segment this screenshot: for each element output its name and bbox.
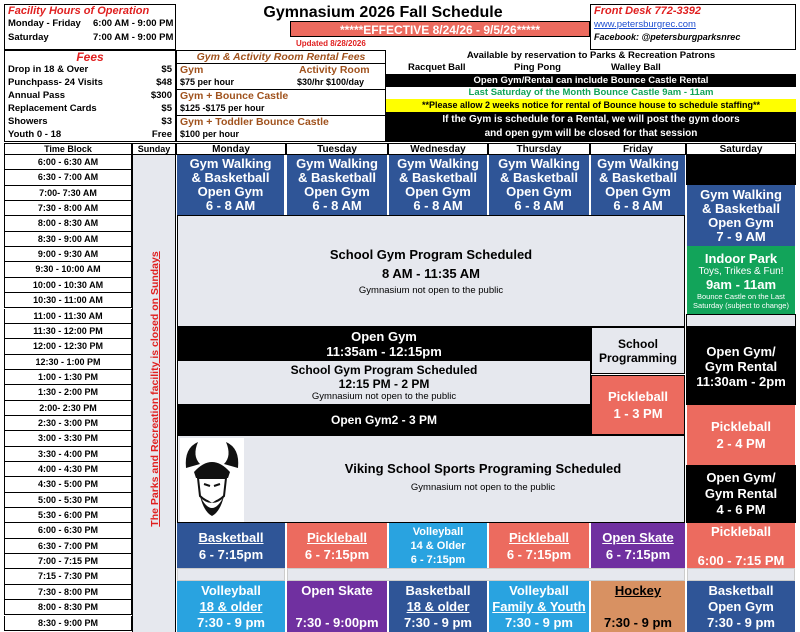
saturday-closed-early [686,155,796,185]
pickleball-tuesday-evening [287,523,387,568]
hockey-friday-late [591,581,685,632]
fee-row [5,129,175,142]
day-header-wednesday: Wednesday [388,143,488,155]
pickleball-friday-afternoon [591,375,685,435]
volleyball-thursday-late [489,581,589,632]
open-gym-time: 11:35am - 12:15pm [326,343,442,359]
fee-price: Free [151,129,172,140]
hours-time: 6:00 AM - 9:00 PM [93,18,174,29]
viking-programming [177,435,685,523]
block-line: Pickleball [608,389,668,404]
time-slot: 8:00 - 8:30 AM [4,216,132,231]
open-gym-afternoon: Open Gym2 - 3 PM [177,405,591,435]
hours-day: Saturday [8,32,49,43]
block-line: Gym Walking [700,186,782,202]
hours-row [5,31,175,45]
hours-time: 7:00 AM - 9:00 PM [93,32,174,43]
school-program-title: School Gym Program Scheduled [290,363,478,377]
reservation-item: Racquet Ball [408,62,466,73]
gym-walking-thursday [489,155,589,215]
fee-row [5,116,175,129]
block-line: 4 - 6 PM [716,502,766,517]
reservation-items [386,62,796,74]
viking-note: Gymnasium not open to the public [410,482,556,493]
fees-title: Fees [76,50,104,64]
fees-box [4,50,176,142]
time-slot: 6:30 - 7:00 AM [4,170,132,185]
basketball-monday-evening [177,523,285,568]
block-line: Gym Walking [189,156,272,171]
block-line: Open Gym [197,184,264,199]
gym-walking-wednesday [389,155,487,215]
block-time: 7:30 - 9:00pm [295,615,379,630]
pickleball-saturday-evening [687,523,795,568]
open-gym-midday [177,327,591,360]
time-slot: 10:30 - 11:00 AM [4,293,132,308]
block-time: 6:00 - 7:15 PM [697,553,785,568]
time-slot: 6:00 - 6:30 PM [4,523,132,538]
gym-walking-tuesday [287,155,387,215]
open-skate-friday-evening [591,523,685,568]
block-title: Basketball [405,583,471,598]
block-title: Pickleball [307,529,367,545]
block-line: Gym Rental [704,486,778,501]
time-slot: 11:30 - 12:00 PM [4,324,132,339]
reservation-item: Walley Ball [611,62,661,73]
time-slot: 12:00 - 12:30 PM [4,339,132,354]
block-line: Gym Rental [704,358,778,374]
time-slot: 7:30 - 8:00 PM [4,585,132,600]
updated-date: Updated 8/28/2026 [296,39,366,48]
fee-label: Showers [8,116,48,127]
volleyball-monday-late [177,581,285,632]
fee-price: $5 [161,64,172,75]
block-line: 6 - 8 AM [413,198,463,213]
gym-rental-price: $75 per hour [180,77,235,87]
page-title: Gymnasium 2026 Fall Schedule [263,4,503,21]
time-slot: 5:00 - 5:30 PM [4,493,132,508]
viking-logo-icon [180,438,244,522]
time-slot: 11:00 - 11:30 AM [4,309,132,324]
rental-notice-line: If the Gym is schedule for a Rental, we will post the gym doors [442,114,740,125]
block-title: Hockey [614,583,662,598]
toddler-castle-label: Gym + Toddler Bounce Castle [180,116,329,128]
school-program-time: 12:15 PM - 2 PM [338,377,430,391]
time-block-header: Time Block [4,143,132,155]
viking-title: Viking School Sports Programing Scheduled [344,461,622,476]
indoor-park-time: 9am - 11am [705,276,777,292]
block-line: Gym Walking [498,156,580,171]
volleyball-wednesday-evening [389,523,487,568]
block-title: Open Skate [602,529,674,545]
block-time: 6 - 7:15pm [605,546,671,562]
block-sub: Family & Youth [492,599,586,614]
school-program-note: Gymnasium not open to the public [358,284,504,296]
block-time: 7:30 - 9 pm [707,615,775,630]
block-time: 6 - 7:15pm [410,553,466,566]
block-line: & Basketball [191,170,270,185]
block-line: Open Gym [506,184,572,199]
time-slot: 8:30 - 9:00 AM [4,232,132,247]
website-link[interactable]: www.petersburgrec.com [594,19,696,30]
gap-saturday [687,568,795,581]
school-program-time: 8 AM - 11:35 AM [381,265,480,281]
day-header-tuesday: Tuesday [286,143,388,155]
block-line: & Basketball [598,170,678,185]
block-line: Open Gym [304,184,370,199]
fee-price: $3 [161,116,172,127]
gym-rental-label: Gym [180,64,204,76]
sunday-closed-note: The Parks and Recreation facility is closed on Sundays [149,251,161,527]
time-slot: 9:00 - 9:30 AM [4,247,132,262]
time-slot: 2:00- 2:30 PM [4,401,132,416]
fee-label: Punchpass- 24 Visits [8,77,103,88]
block-title: Volleyball [509,583,569,598]
block-line: Programming [598,350,677,365]
time-slot: 2:30 - 3:00 PM [4,416,132,431]
sunday-column [132,155,176,632]
activity-room-price: $30/hr $100/day [297,77,365,87]
pickleball-thursday-evening [489,523,589,568]
pickleball-saturday-afternoon [687,405,795,465]
block-line: Open Gym [708,214,774,230]
rental-notice [386,112,796,142]
fee-price: $5 [161,103,172,114]
open-gym-rental-saturday-afternoon [686,465,796,523]
school-programming-friday [591,327,685,374]
time-slot: 1:00 - 1:30 PM [4,370,132,385]
block-line: 6 - 8 AM [613,198,663,213]
block-title: Basketball [708,583,774,598]
school-program-morning [177,215,685,327]
gym-walking-saturday [687,185,795,246]
hours-row [5,17,175,31]
school-program-afternoon [177,360,591,405]
block-line: & Basketball [398,170,478,185]
block-line: School [617,336,658,351]
block-line: & Basketball [701,200,781,216]
indoor-park-saturday [687,246,795,314]
gym-walking-friday [591,155,685,215]
gym-walking-monday [177,155,285,215]
toddler-castle-price: $100 per hour [180,129,240,139]
block-sub: Open Gym [708,599,774,614]
time-slot: 7:00- 7:30 AM [4,186,132,201]
block-title: Volleyball [201,583,261,598]
fee-row [5,64,175,77]
fee-row [5,77,175,90]
fee-label: Annual Pass [8,90,66,101]
time-slot: 6:30 - 7:00 PM [4,539,132,554]
school-program-title: School Gym Program Scheduled [329,246,533,262]
basketball-wednesday-late [389,581,487,632]
facility-hours-box [4,4,176,50]
block-time: 7:30 - 9 pm [197,615,265,630]
block-time: 7:30 - 9 pm [404,615,472,630]
block-time: 6 - 7:15pm [506,546,572,562]
last-saturday-note: Last Saturday of the Month Bounce Castle 9am - 11am [468,87,714,98]
block-line: Pickleball [711,419,771,434]
day-header-friday: Friday [590,143,686,155]
time-slot: 1:30 - 2:00 PM [4,385,132,400]
bounce-castle-label: Gym + Bounce Castle [180,90,289,102]
block-line: 1 - 3 PM [613,406,663,421]
fee-label: Youth 0 - 18 [8,129,62,140]
block-line: Open Gym/ [706,343,776,359]
front-desk-box [590,4,796,50]
day-header-monday: Monday [176,143,286,155]
block-sub: 18 & older [199,599,263,614]
reservation-box [386,50,796,142]
bounce-rental-note: Open Gym/Rental can include Bounce Castle Rental [386,74,796,87]
time-slot: 3:00 - 3:30 PM [4,431,132,446]
time-slot: 9:30 - 10:00 AM [4,262,132,277]
time-slot: 4:00 - 4:30 PM [4,462,132,477]
block-time: 6 - 7:15pm [198,546,264,562]
block-line: Open Gym/ [706,470,776,485]
time-slot: 5:30 - 6:00 PM [4,508,132,523]
time-slot: 6:00 - 6:30 AM [4,155,132,170]
reservation-item: Ping Pong [514,62,561,73]
fee-price: $48 [156,77,172,88]
time-slot: 8:30 - 9:00 PM [4,616,132,631]
time-slot: 7:00 - 7:15 PM [4,554,132,569]
activity-room-label: Activity Room [299,64,370,76]
gap-midweek [287,568,685,581]
block-line: Open Gym [605,184,671,199]
block-title: Volleyball [412,525,464,538]
block-line: & Basketball [499,170,579,185]
block-line: Gym Walking [296,156,378,171]
block-title: Open Skate [301,583,373,598]
time-slot: 3:30 - 4:00 PM [4,447,132,462]
time-slot: 7:15 - 7:30 PM [4,569,132,584]
block-line: Open Gym [405,184,471,199]
fee-row [5,90,175,103]
block-line: & Basketball [297,170,377,185]
front-desk-phone: Front Desk 772-3392 [594,5,701,17]
block-line: 6 - 8 AM [312,198,362,213]
basketball-saturday-late [687,581,795,632]
day-header-thursday: Thursday [488,143,590,155]
open-gym-title: Open Gym [351,328,417,344]
day-header-saturday: Saturday [686,143,796,155]
indoor-park-note: Bounce Castle on the Last Saturday (subject to change) [693,291,789,310]
notice-banner: **Please allow 2 weeks notice for rental of Bounce house to schedule staffing** [386,99,796,112]
block-line: Gym Walking [597,156,679,171]
block-line: 2 - 4 PM [716,436,766,451]
sunday-header: Sunday [132,143,176,155]
block-line: Gym Walking [397,156,479,171]
fee-row [5,103,175,116]
block-time: 7:30 - 9 pm [604,615,672,630]
hours-day: Monday - Friday [8,18,81,29]
block-title: Pickleball [711,524,771,539]
effective-banner: *****EFFECTIVE 8/24/26 - 9/5/26***** [290,21,590,37]
block-title: Pickleball [509,529,569,545]
time-slot: 7:30 - 8:00 AM [4,201,132,216]
block-line: 7 - 9 AM [716,228,766,244]
rental-notice-line: and open gym will be closed for that session [484,128,698,139]
fee-label: Replacement Cards [8,103,97,114]
fee-price: $300 [150,90,172,101]
open-gym-rental-saturday-midday [686,327,796,405]
indoor-park-title: Indoor Park [704,250,778,266]
block-sub: 14 & Older [410,539,466,552]
indoor-park-sub: Toys, Trikes & Fun! [698,265,784,277]
rental-box [176,50,386,142]
bounce-castle-price: $125 -$175 per hour [180,103,265,113]
block-line: 6 - 8 AM [514,198,564,213]
block-sub: 18 & older [406,599,470,614]
time-slot: 8:00 - 8:30 PM [4,600,132,615]
block-line: 6 - 8 AM [205,198,256,213]
time-slot: 4:30 - 5:00 PM [4,477,132,492]
header-box [176,4,590,50]
block-title: Basketball [198,529,264,545]
viking-logo [180,438,244,522]
rental-title: Gym & Activity Room Rental Fees [177,51,385,64]
block-time: 7:30 - 9 pm [505,615,573,630]
block-time: 6 - 7:15pm [304,546,370,562]
facility-hours-title: Facility Hours of Operation [8,5,150,17]
fee-label: Drop in 18 & Over [8,64,89,75]
time-slot: 10:00 - 10:30 AM [4,278,132,293]
open-skate-tuesday-late [287,581,387,632]
facebook-handle: Facebook: @petersburgparksnrec [594,32,741,42]
block-line: 11:30am - 2pm [696,373,786,389]
school-program-note: Gymnasium not open to the public [311,391,457,402]
saturday-gap [686,314,796,327]
reservation-title: Available by reservation to Parks & Recreation Patrons [466,50,716,61]
gap-monday [177,568,285,581]
time-slot: 12:30 - 1:00 PM [4,355,132,370]
